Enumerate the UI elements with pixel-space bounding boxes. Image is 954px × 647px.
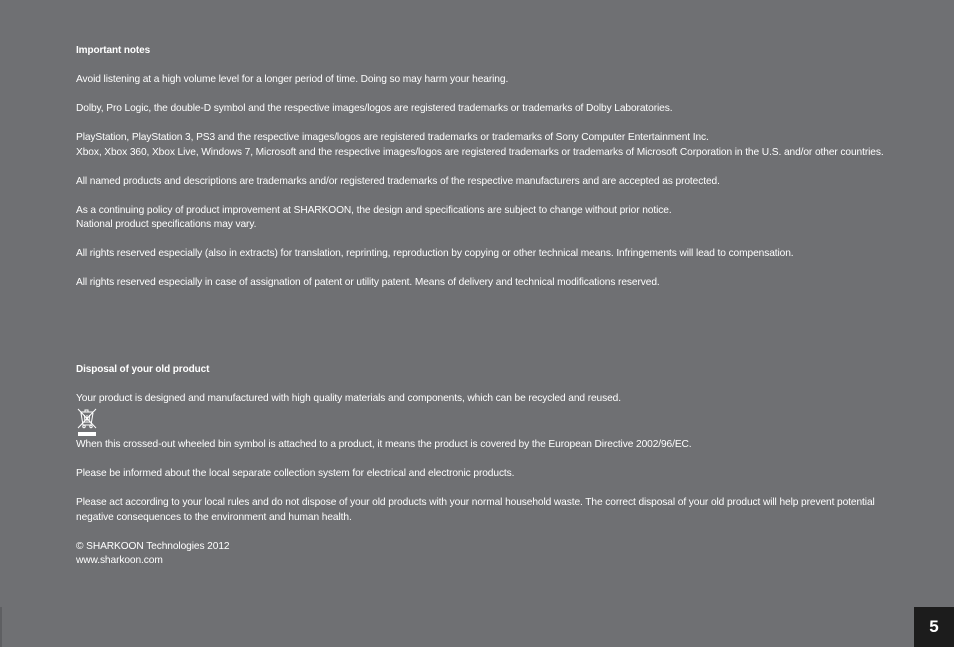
- national-specs-note: National product specifications may vary.: [76, 219, 257, 230]
- important-notes-heading: Important notes: [76, 45, 151, 56]
- page-number-badge: 5: [914, 607, 954, 647]
- rights-reserved-note: All rights reserved especially (also in extracts) for translation, reprinting, reproduction by copying or other technical means. Infringements will lead to compensation.: [76, 248, 794, 259]
- content-column: [76, 44, 886, 569]
- collection-system-note: Please be informed about the local separate collection system for electrical and electronic products.: [76, 468, 515, 479]
- sony-trademark-note: PlayStation, PlayStation 3, PS3 and the respective images/logos are registered trademarks or trademarks of Sony Computer Entertainment Inc.: [76, 132, 709, 143]
- hearing-warning: Avoid listening at a high volume level for a longer period of time. Doing so may harm your hearing.: [76, 74, 509, 85]
- disposal-heading: Disposal of your old product: [76, 363, 210, 375]
- product-improvement-note: As a continuing policy of product improvement at SHARKOON, the design and specifications are subject to change without prior notice.: [76, 204, 672, 216]
- website-text: www.sharkoon.com: [76, 555, 163, 566]
- left-edge-bar: [0, 607, 2, 647]
- recycling-note: Your product is designed and manufactured with high quality materials and components, which can be recycled and reused.: [76, 392, 621, 404]
- crossed-out-wheeled-bin-icon: [76, 406, 98, 438]
- household-waste-note: Please act according to your local rules and do not dispose of your old products with your normal household waste. The correct disposal of your old product will help prevent potential negative consequences to the environment and human health.: [76, 497, 875, 523]
- copyright-text: © SHARKOON Technologies 2012: [76, 540, 230, 552]
- microsoft-trademark-note: Xbox, Xbox 360, Xbox Live, Windows 7, Microsoft and the respective images/logos are registered trademarks or trademarks of Microsoft Corporation in the U.S. and/or other countries.: [76, 146, 884, 158]
- patent-rights-note: All rights reserved especially in case of assignation of patent or utility patent. Means of delivery and technical modifications reserved.: [76, 277, 660, 288]
- general-trademark-note: All named products and descriptions are trademarks and/or registered trademarks of the respective manufacturers and are accepted as protected.: [76, 175, 720, 187]
- dolby-trademark-note: Dolby, Pro Logic, the double-D symbol and the respective images/logos are registered trademarks or trademarks of Dolby Laboratories.: [76, 103, 673, 114]
- weee-directive-note: When this crossed-out wheeled bin symbol is attached to a product, it means the product is covered by the European Directive 2002/96/EC.: [76, 439, 692, 450]
